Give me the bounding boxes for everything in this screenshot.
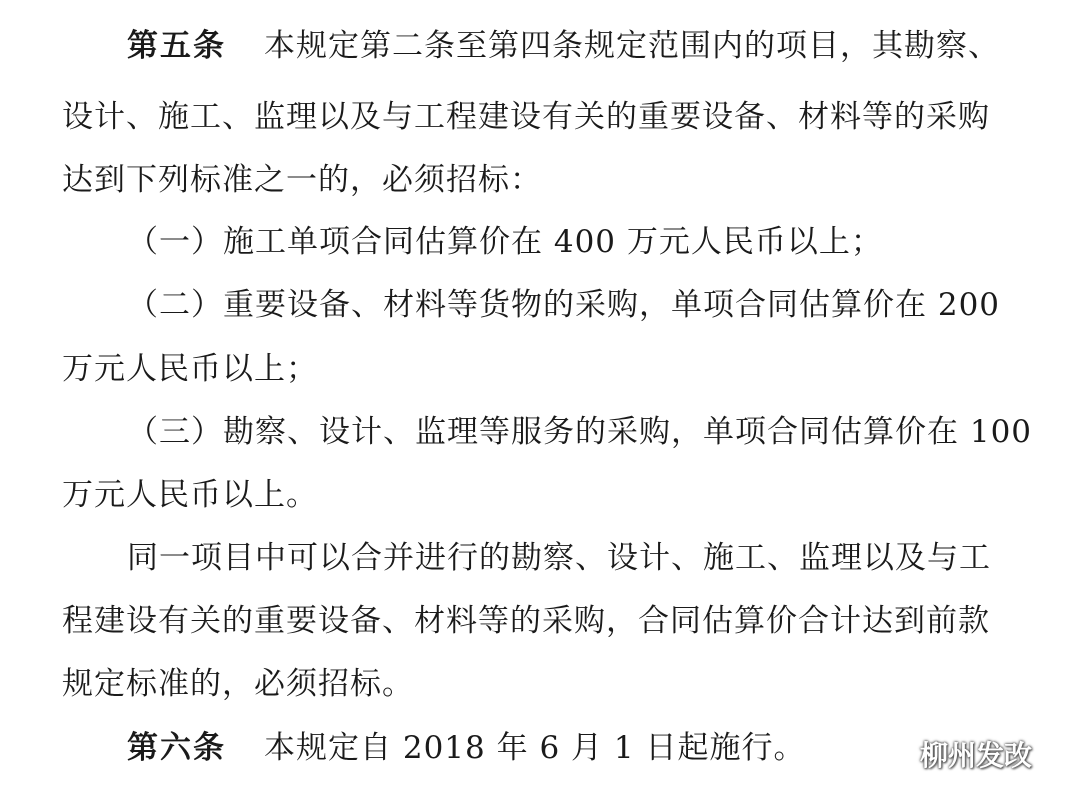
article-5-line-1 [127, 22, 1000, 70]
article-5-line-3: 达到下列标准之一的，必须招标： [62, 162, 542, 198]
article-5-text-1: 本规定第二条至第四条规定范围内的项目，其勘察、 [264, 28, 1000, 64]
wechat-icon [878, 739, 912, 769]
paragraph-line-2: 程建设有关的重要设备、材料等的采购，合同估算价合计达到前款 [62, 603, 990, 639]
article-6-text: 本规定自 2018 年 6 月 1 日起施行。 [264, 730, 806, 766]
item-3-line-2: 万元人民币以上。 [62, 477, 318, 513]
item-1: （一）施工单项合同估算价在 400 万元人民币以上； [127, 224, 883, 260]
paragraph-line-1: 同一项目中可以合并进行的勘察、设计、施工、监理以及与工 [127, 540, 991, 576]
item-2-line-2: 万元人民币以上； [62, 351, 318, 387]
watermark-text: 柳州发改 [919, 739, 1032, 772]
watermark [878, 734, 1032, 774]
item-3-line-1: （三）勘察、设计、监理等服务的采购，单项合同估算价在 100 [127, 414, 1033, 450]
article-5-heading: 第五条 [127, 28, 226, 64]
paragraph-line-3: 规定标准的，必须招标。 [62, 666, 414, 702]
item-2-line-1: （二）重要设备、材料等货物的采购，单项合同估算价在 200 [127, 287, 1001, 323]
article-6-heading: 第六条 [127, 730, 226, 766]
article-6-line [127, 724, 805, 772]
article-5-line-2: 设计、施工、监理以及与工程建设有关的重要设备、材料等的采购 [62, 99, 990, 135]
